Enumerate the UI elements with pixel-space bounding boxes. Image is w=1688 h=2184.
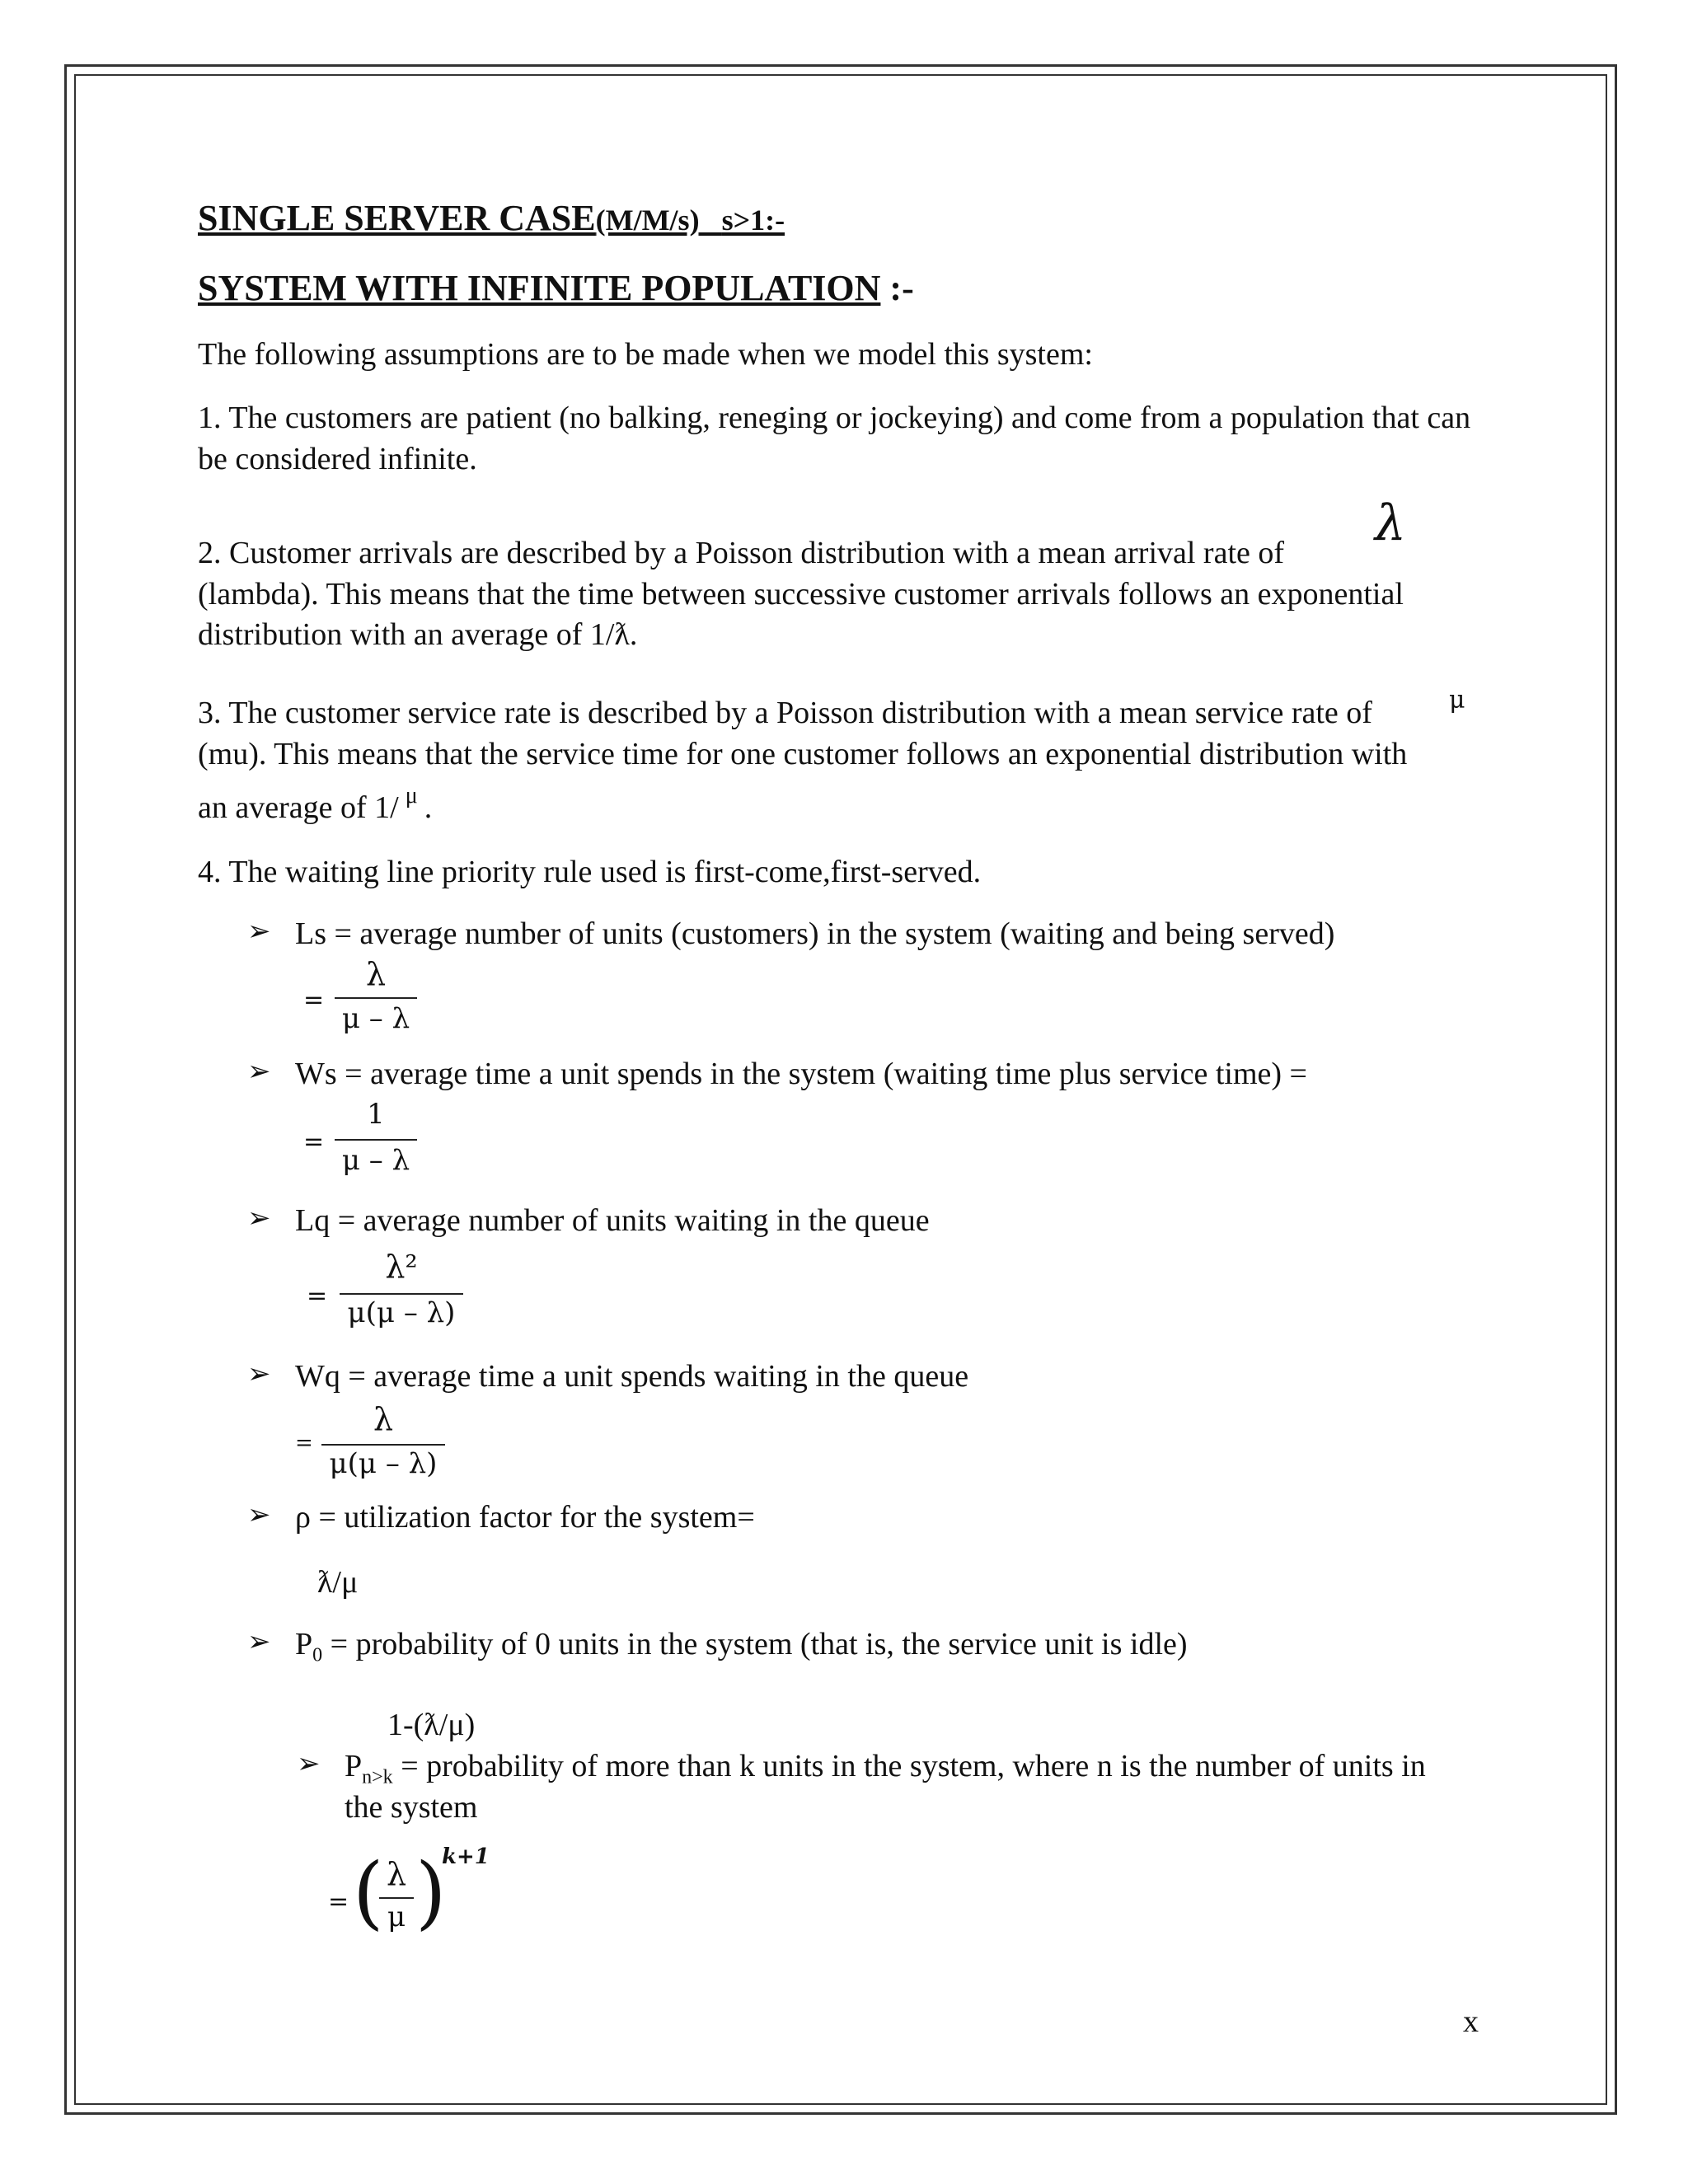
mu-symbol-inline: μ <box>405 783 418 808</box>
bullet-icon: ➢ <box>297 1747 321 1780</box>
bullet-icon: ➢ <box>247 1357 271 1390</box>
pnk-definition: $P_{n>k}$ = probability of more than k units in the system, where n is the number of units in <box>345 1749 1426 1788</box>
heading-single-server: SINGLE SERVER CASE(M/M/s) s>1:- <box>198 198 785 238</box>
bullet-icon: ➢ <box>247 1055 271 1088</box>
ws-formula: = 1 μ – λ <box>303 1098 419 1188</box>
heading-infinite-population: SYSTEM WITH INFINITE POPULATION :- <box>198 268 914 308</box>
bullet-icon: ➢ <box>247 1625 271 1658</box>
assumption-2-line-1: 2. Customer arrivals are described by a Poisson distribution with a mean arrival rate of <box>198 536 1285 570</box>
p0-value: 1-(ƛ/μ) <box>387 1708 476 1742</box>
lq-formula: = λ² μ(μ – λ) <box>307 1249 471 1339</box>
lambda-symbol: λ <box>1375 494 1407 552</box>
ls-definition: Ls = average number of units (customers) in the system (waiting and being served) <box>295 916 1335 951</box>
page-mark: x <box>1463 2004 1479 2039</box>
wq-formula: = λ μ(μ – λ) <box>295 1401 460 1492</box>
bullet-icon: ➢ <box>247 915 271 948</box>
bullet-icon: ➢ <box>247 1202 271 1235</box>
pnk-formula: = ( λ μ ) k+1 <box>328 1844 490 1938</box>
ls-formula: = λ μ – λ <box>303 956 419 1047</box>
lq-definition: Lq = average number of units waiting in the queue <box>295 1203 930 1238</box>
mu-symbol: μ <box>1449 686 1465 715</box>
intro-text: The following assumptions are to be made when we model this system: <box>198 337 1093 372</box>
p0-definition: $P_0$ = probability of 0 units in the system (that is, the service unit is idle) <box>295 1627 1188 1666</box>
assumption-3-line-2: (mu). This means that the service time for one customer follows an exponential distribution with <box>198 737 1408 771</box>
assumption-2-line-2: (lambda). This means that the time between successive customer arrivals follows an exponential <box>198 577 1404 612</box>
rho-definition: ρ = utilization factor for the system= <box>295 1500 755 1535</box>
pnk-definition-line-2: the system <box>345 1790 478 1825</box>
assumption-3-line-3: an average of 1/ $^\mu$ . <box>198 783 433 825</box>
bullet-icon: ➢ <box>247 1498 271 1531</box>
rho-value: ƛ/μ <box>317 1565 359 1600</box>
ws-definition: Ws = average time a unit spends in the system (waiting time plus service time) = <box>295 1057 1307 1091</box>
assumption-1: 1. The customers are patient (no balking, reneging or jockeying) and come from a population that can be considered infinite. <box>198 401 1471 476</box>
assumption-4: 4. The waiting line priority rule used is first-come,first-served. <box>198 855 982 889</box>
assumption-2-line-3: distribution with an average of 1/ƛ. <box>198 617 638 652</box>
pnk-exponent: k+1 <box>442 1844 490 1869</box>
wq-definition: Wq = average time a unit spends waiting in the queue <box>295 1359 969 1394</box>
assumption-3-line-1: 3. The customer service rate is described by a Poisson distribution with a mean service rate of <box>198 696 1372 730</box>
